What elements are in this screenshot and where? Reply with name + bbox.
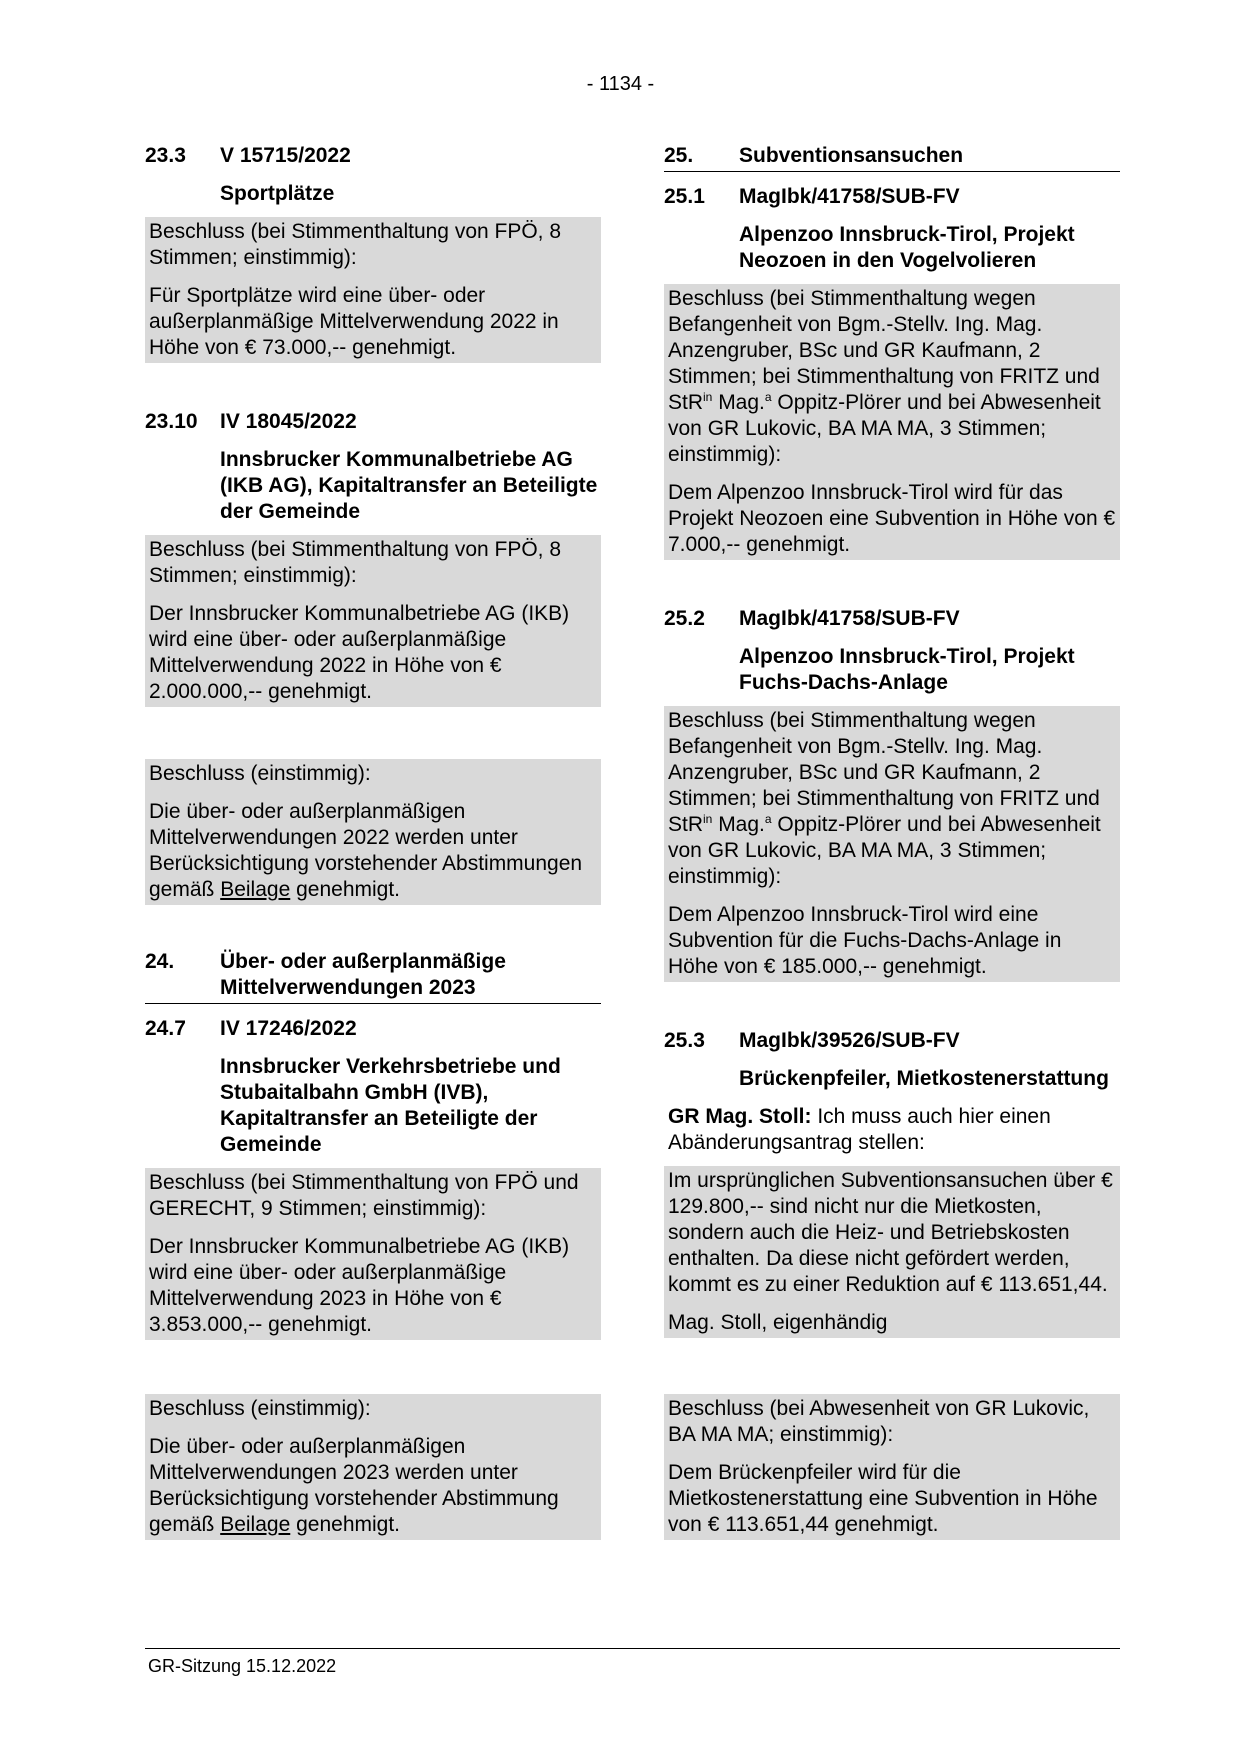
resolution-header: Beschluss (bei Stimmenthaltung wegen Befangenheit von Bgm.-Stellv. Ing. Mag. Anzengruber, BSc und GR Kaufmann, 2 Stimmen; bei Stimmenthaltung von FRITZ und StR$^{in}$ Mag.$^a$ Oppitz-Plörer und bei Abwesenheit von GR Lukovic, BA MA MA, 3 Stimmen; einstimmig):	[668, 287, 1101, 466]
section-subtitle: Sportplätze	[220, 182, 335, 205]
section-number: 23.3	[145, 144, 186, 167]
beilage-link[interactable]: Beilage	[220, 1513, 291, 1536]
resolution-header: Beschluss (einstimmig):	[149, 762, 371, 785]
section-reference: IV 18045/2022	[220, 410, 357, 433]
resolution-header: Beschluss (einstimmig):	[149, 1397, 371, 1420]
section-reference: MagIbk/41758/SUB-FV	[739, 607, 960, 630]
resolution-text: Für Sportplätze wird eine über- oder außerplanmäßige Mittelverwendung 2022 in Höhe von € 73.000,-- genehmigt.	[149, 284, 559, 359]
section-title: Über- oder außerplanmäßige Mittelverwendungen 2023	[220, 950, 506, 999]
footer-divider	[145, 1648, 1120, 1649]
resolution-box	[664, 284, 1120, 560]
amendment-box	[664, 1166, 1120, 1338]
section-number: 24.	[145, 950, 175, 973]
resolution-box	[664, 706, 1120, 982]
resolution-text: Die über- oder außerplanmäßigen Mittelverwendungen 2022 werden unter Berücksichtigung vorstehender Abstimmungen gemäß Beilage genehmigt.	[149, 800, 583, 901]
amendment-text: Im ursprünglichen Subventionsansuchen über € 129.800,-- sind nicht nur die Mietkosten, sondern auch die Heiz- und Betriebskosten enthalten. Da diese nicht gefördert werden, kommt es zu einer Reduktion auf € 113.651,44.	[668, 1169, 1113, 1296]
section-25-2-heading	[664, 606, 1120, 632]
section-25-1-heading	[664, 184, 1120, 210]
section-24-heading	[145, 949, 601, 1004]
section-reference: IV 17246/2022	[220, 1017, 357, 1040]
section-title: Subventionsansuchen	[739, 144, 964, 167]
resolution-header: Beschluss (bei Stimmenthaltung von FPÖ, 8 Stimmen; einstimmig):	[149, 538, 562, 587]
section-number: 25.2	[664, 607, 705, 630]
resolution-text: Dem Alpenzoo Innsbruck-Tirol wird eine Subvention für die Fuchs-Dachs-Anlage in Höhe von € 185.000,-- genehmigt.	[668, 903, 1062, 978]
section-number: 23.10	[145, 410, 198, 433]
resolution-text: Der Innsbrucker Kommunalbetriebe AG (IKB) wird eine über- oder außerplanmäßige Mittelverwendung 2022 in Höhe von € 2.000.000,-- genehmigt.	[149, 602, 570, 703]
section-number: 25.3	[664, 1029, 705, 1052]
section-number: 25.1	[664, 185, 705, 208]
overall-resolution-box	[145, 1394, 601, 1540]
section-25-3-heading	[664, 1028, 1120, 1054]
resolution-box	[145, 1168, 601, 1340]
resolution-header: Beschluss (bei Stimmenthaltung wegen Befangenheit von Bgm.-Stellv. Ing. Mag. Anzengruber, BSc und GR Kaufmann, 2 Stimmen; bei Stimmenthaltung von FRITZ und StR$^{in}$ Mag.$^a$ Oppitz-Plörer und bei Abwesenheit von GR Lukovic, BA MA MA, 3 Stimmen; einstimmig):	[668, 709, 1101, 888]
section-reference: MagIbk/39526/SUB-FV	[739, 1029, 960, 1052]
resolution-text: Dem Brückenpfeiler wird für die Mietkostenerstattung eine Subvention in Höhe von € 113.651,44 genehmigt.	[668, 1461, 1098, 1536]
section-reference: MagIbk/41758/SUB-FV	[739, 185, 960, 208]
beilage-link[interactable]: Beilage	[220, 878, 291, 901]
section-24-7-heading	[145, 1016, 601, 1042]
amendment-signature: Mag. Stoll, eigenhändig	[668, 1311, 888, 1334]
overall-resolution-box	[145, 759, 601, 905]
section-23-3-heading	[145, 143, 601, 169]
resolution-header: Beschluss (bei Abwesenheit von GR Lukovic, BA MA MA; einstimmig):	[668, 1397, 1090, 1446]
resolution-box	[664, 1394, 1120, 1540]
page-number: - 1134 -	[586, 73, 655, 95]
resolution-box	[145, 217, 601, 363]
footer-text: GR-Sitzung 15.12.2022	[148, 1656, 337, 1676]
section-subtitle: Innsbrucker Verkehrsbetriebe und Stubaitalbahn GmbH (IVB), Kapitaltransfer an Beteiligte der Gemeinde	[220, 1055, 561, 1156]
resolution-box	[145, 535, 601, 707]
section-subtitle: Alpenzoo Innsbruck-Tirol, Projekt Neozoen in den Vogelvolieren	[739, 223, 1075, 272]
section-subtitle: Brückenpfeiler, Mietkostenerstattung	[739, 1067, 1109, 1090]
section-subtitle: Alpenzoo Innsbruck-Tirol, Projekt Fuchs-Dachs-Anlage	[739, 645, 1075, 694]
right-column	[664, 143, 1120, 1540]
resolution-text: Der Innsbrucker Kommunalbetriebe AG (IKB) wird eine über- oder außerplanmäßige Mittelverwendung 2023 in Höhe von € 3.853.000,-- genehmigt.	[149, 1235, 570, 1336]
resolution-text: Die über- oder außerplanmäßigen Mittelverwendungen 2023 werden unter Berücksichtigung vorstehender Abstimmung gemäß Beilage genehmigt.	[149, 1435, 559, 1536]
resolution-header: Beschluss (bei Stimmenthaltung von FPÖ und GERECHT, 9 Stimmen; einstimmig):	[149, 1171, 579, 1220]
section-number: 24.7	[145, 1017, 186, 1040]
left-column	[145, 143, 601, 1540]
section-number: 25.	[664, 144, 694, 167]
section-reference: V 15715/2022	[220, 144, 351, 167]
section-23-10-heading	[145, 409, 601, 435]
resolution-header: Beschluss (bei Stimmenthaltung von FPÖ, 8 Stimmen; einstimmig):	[149, 220, 562, 269]
section-25-heading	[664, 143, 1120, 172]
speaker-statement: GR Mag. Stoll: Ich muss auch hier einen Abänderungsantrag stellen:	[668, 1105, 1051, 1154]
resolution-text: Dem Alpenzoo Innsbruck-Tirol wird für das Projekt Neozoen eine Subvention in Höhe von € 7.000,-- genehmigt.	[668, 481, 1116, 556]
section-subtitle: Innsbrucker Kommunalbetriebe AG (IKB AG), Kapitaltransfer an Beteiligte der Gemeinde	[220, 448, 598, 523]
speaker-name: GR Mag. Stoll:	[668, 1105, 812, 1128]
